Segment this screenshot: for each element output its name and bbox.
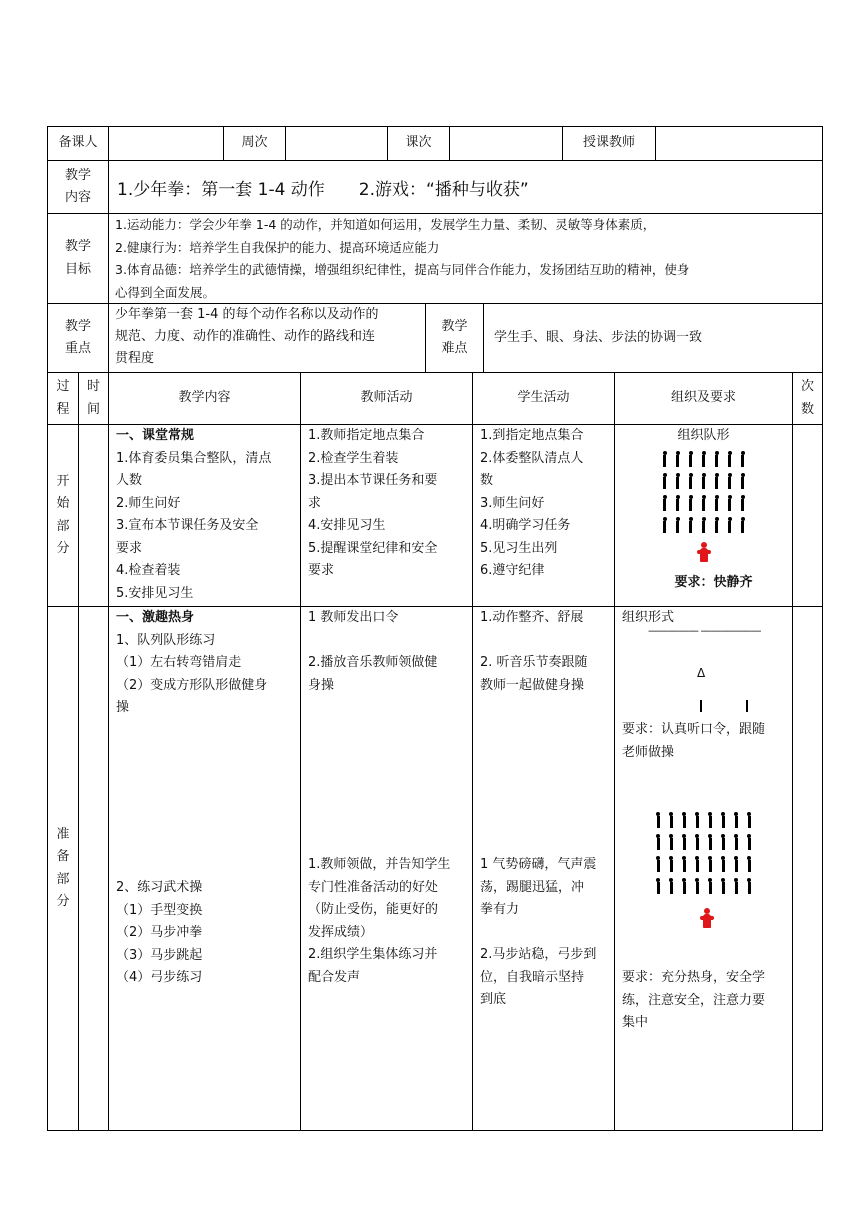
col-org: 组织及要求 — [670, 390, 736, 406]
col-time: 时 间 — [86, 379, 100, 417]
start-org — [615, 425, 792, 594]
prep-teacher-a: 1 教师发出口令 2.播放音乐教师领做健 身操 — [308, 610, 438, 693]
org-dash-line: ————— —————— — [648, 624, 761, 637]
student-figure-icon — [735, 816, 738, 828]
student-figure-icon — [748, 860, 751, 872]
student-figure-icon — [670, 860, 673, 872]
preparer-value[interactable] — [109, 127, 223, 160]
student-figure-icon — [657, 860, 660, 872]
key-text: 少年拳第一套 1-4 的每个动作名称以及动作的 规范、力度、动作的准确性、动作的路线和连 贯程度 — [115, 307, 379, 366]
org-right-marker — [746, 700, 748, 712]
student-figure-icon — [722, 838, 725, 850]
student-figure-icon — [722, 860, 725, 872]
student-figure-icon — [676, 455, 679, 467]
prep-org-req-b: 要求：充分热身，安全学 练，注意安全，注意力要 集中 — [622, 970, 766, 1030]
col-content: 教学内容 — [178, 390, 231, 406]
student-figure-icon — [741, 521, 744, 533]
prep-student-b: 1 气势磅礴，气声震 荡，踢腿迅猛，冲 拳有力 2.马步站稳，弓步到 位，自我暗示坚持 到底 — [480, 857, 597, 1007]
prep-section-label: 准 备 部 分 — [56, 826, 70, 909]
week-label: 周次 — [241, 135, 268, 151]
lesson-value[interactable] — [450, 127, 562, 160]
prep-teacher-figure-icon — [703, 913, 711, 932]
start-section-label: 开 始 部 分 — [56, 473, 70, 556]
org-triangle-icon: Δ — [697, 666, 706, 680]
student-figure-icon — [702, 455, 705, 467]
student-formation — [615, 450, 792, 538]
student-figure-icon — [728, 499, 731, 511]
student-figure-icon — [683, 882, 686, 894]
student-figure-icon — [748, 838, 751, 850]
student-figure-icon — [696, 860, 699, 872]
student-figure-icon — [670, 816, 673, 828]
student-figure-icon — [709, 860, 712, 872]
student-figure-icon — [676, 477, 679, 489]
lesson-label: 课次 — [405, 135, 432, 151]
week-value[interactable] — [286, 127, 387, 160]
start-student: 1.到指定地点集合 2.体委整队清点人 数 3.师生问好 4.明确学习任务 5.见习生出列 6.遵守纪律 — [480, 428, 584, 578]
student-figure-icon — [702, 499, 705, 511]
start-content: 一、课堂常规 1.体育委员集合整队，清点 人数 2.师生问好 3.宣布本节课任务及安全 要求 4.检查着装 5.安排见习生 — [116, 425, 298, 605]
col-process: 过 程 — [56, 379, 70, 417]
student-figure-icon — [670, 882, 673, 894]
prep-teacher-b: 1.教师领做，并告知学生 专门性准备活动的好处 （防止受伤，能更好的 发挥成绩） 2.组织学生集体练习并 配合发声 — [308, 857, 451, 985]
teacher-value[interactable] — [656, 127, 822, 160]
student-figure-icon — [683, 838, 686, 850]
student-figure-icon — [696, 882, 699, 894]
prep-content-title: 一、激趣热身 — [116, 610, 195, 625]
student-figure-icon — [696, 838, 699, 850]
prep-student-formation — [615, 811, 792, 899]
student-figure-icon — [722, 816, 725, 828]
student-figure-icon — [741, 455, 744, 467]
student-figure-icon — [670, 838, 673, 850]
start-content-title: 一、课堂常规 — [116, 428, 195, 443]
preparer-label: 备课人 — [58, 135, 98, 151]
student-figure-icon — [735, 860, 738, 872]
student-figure-icon — [663, 455, 666, 467]
goals-label: 教学 目标 — [64, 239, 91, 277]
difficulty-text: 学生手、眼、身法、步法的协调一致 — [494, 329, 703, 345]
student-figure-icon — [683, 860, 686, 872]
goals-text: 1.运动能力：学会少年拳 1-4 的动作，并知道如何运用，发展学生力量、柔韧、灵敏等身体素质， 2.健康行为：培养学生自我保护的能力、提高环境适应能力 3.体育品德：培养学生的武德情操，增强组织纪律性，提高与同伴合作能力，发扬团结互助的精神，使身 心得到全面发展。 — [115, 217, 690, 300]
student-figure-icon — [709, 816, 712, 828]
student-figure-icon — [663, 499, 666, 511]
col-teacher: 教师活动 — [360, 390, 413, 406]
start-teacher: 1.教师指定地点集合 2.检查学生着装 3.提出本节课任务和要 求 4.安排见习生 5.提醒课堂纪律和安全 要求 — [308, 428, 438, 578]
student-figure-icon — [683, 816, 686, 828]
col-student: 学生活动 — [517, 390, 570, 406]
prep-content-a: 一、激趣热身 1、队列队形练习 （1）左右转弯错肩走 （2）变成方形队形做健身 操 — [116, 607, 298, 720]
student-figure-icon — [689, 477, 692, 489]
student-figure-icon — [748, 816, 751, 828]
org-left-marker — [700, 700, 702, 712]
key-label: 教学 重点 — [64, 318, 91, 356]
prep-org-req-a: 要求：认真听口令，跟随 老师做操 — [622, 722, 766, 760]
student-figure-icon — [728, 455, 731, 467]
student-figure-icon — [676, 521, 679, 533]
prep-student-a: 1.动作整齐、舒展 2. 听音乐节奏跟随 教师一起做健身操 — [480, 610, 588, 693]
student-figure-icon — [657, 838, 660, 850]
student-figure-icon — [715, 499, 718, 511]
student-figure-icon — [709, 882, 712, 894]
student-figure-icon — [696, 816, 699, 828]
prep-content-b: 2、练习武术操 （1）手型变换 （2）马步冲拳 （3）马步跳起 （4）弓步练习 — [116, 880, 203, 985]
student-figure-icon — [728, 521, 731, 533]
student-figure-icon — [715, 477, 718, 489]
student-figure-icon — [676, 499, 679, 511]
student-figure-icon — [741, 477, 744, 489]
student-figure-icon — [735, 838, 738, 850]
content-text: 1.少年拳：第一套 1-4 动作 2.游戏：“播种与收获” — [117, 179, 529, 200]
start-org-requirement: 要求：快静齐 — [674, 574, 753, 590]
teacher-label: 授课教师 — [582, 135, 635, 151]
teacher-figure-icon — [700, 548, 708, 562]
student-figure-icon — [702, 477, 705, 489]
student-figure-icon — [657, 882, 660, 894]
student-figure-icon — [657, 816, 660, 828]
student-figure-icon — [728, 477, 731, 489]
content-label: 教学 内容 — [64, 167, 91, 205]
student-figure-icon — [722, 882, 725, 894]
start-org-title: 组织队形 — [677, 428, 730, 443]
student-figure-icon — [741, 499, 744, 511]
student-figure-icon — [709, 838, 712, 850]
student-figure-icon — [748, 882, 751, 894]
student-figure-icon — [735, 882, 738, 894]
prep-org-title: 组织形式 — [622, 610, 675, 625]
student-figure-icon — [689, 455, 692, 467]
student-figure-icon — [715, 455, 718, 467]
student-figure-icon — [689, 521, 692, 533]
student-figure-icon — [689, 499, 692, 511]
student-figure-icon — [702, 521, 705, 533]
difficulty-label: 教学 难点 — [441, 318, 468, 356]
student-figure-icon — [663, 477, 666, 489]
col-count: 次 数 — [800, 379, 814, 417]
student-figure-icon — [715, 521, 718, 533]
student-figure-icon — [663, 521, 666, 533]
